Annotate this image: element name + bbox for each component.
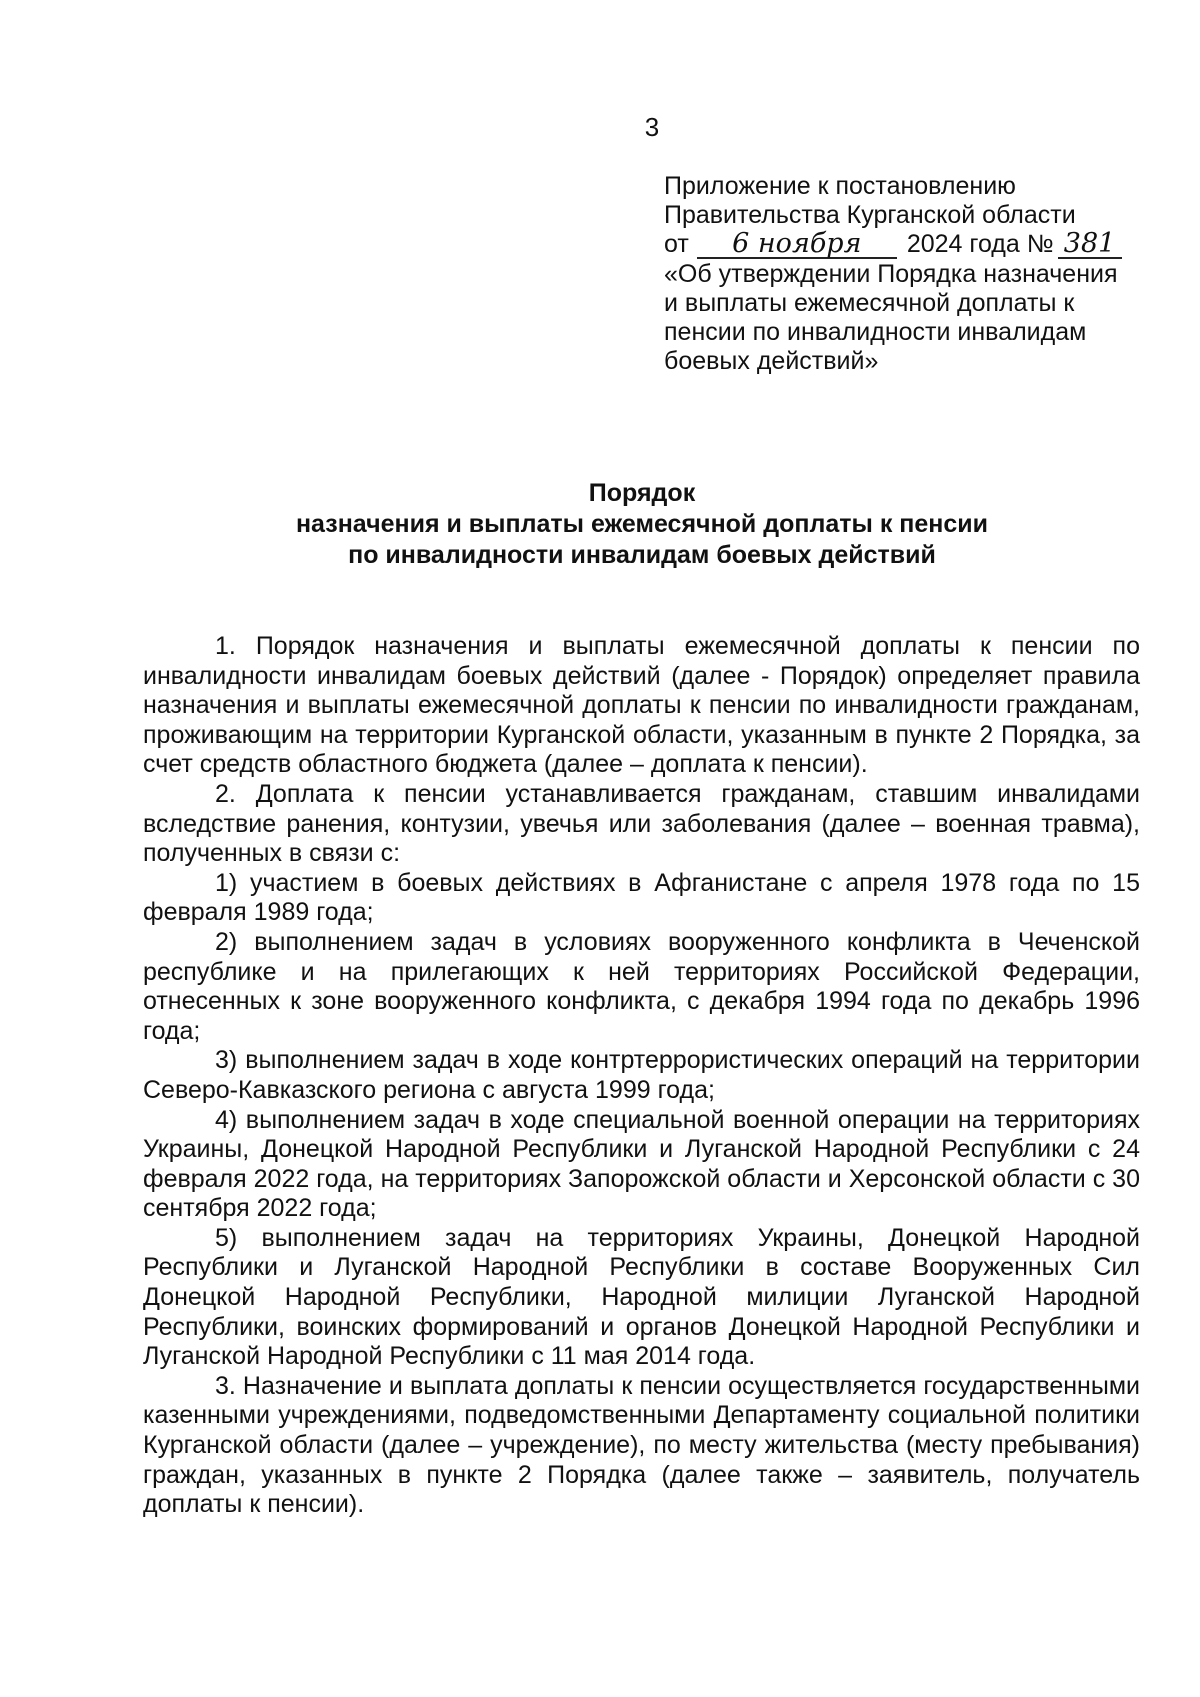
appendix-line-1: Приложение к постановлению — [664, 172, 1016, 200]
paragraph-2-item-5: 5) выполнением задач на территориях Украины, Донецкой Народной Республики и Луганской Народной Республики в составе Вооруженных Сил Донецкой Народной Республики, Народной милиции Луганской Народной Республики, воинских формирований и органов Донецкой Народной Республики и Луганской Народной Республики с 11 мая 2014 года. — [143, 1223, 1140, 1371]
title-line-2: назначения и выплаты ежемесячной доплаты к пенсии — [295, 510, 989, 538]
page-number: 3 — [644, 112, 660, 142]
appendix-line-2: Правительства Курганской области — [664, 201, 1076, 230]
paragraph-2-item-3: 3) выполнением задач в ходе контртеррористических операций на территории Северо-Кавказского региона с августа 1999 года; — [143, 1046, 1140, 1104]
appendix-line-4: «Об утверждении Порядка назначения — [664, 259, 1118, 288]
appendix-line-6: пенсии по инвалидности инвалидам — [664, 318, 1087, 347]
date-prefix: от — [664, 230, 689, 259]
paragraph-1: 1. Порядок назначения и выплаты ежемесячной доплаты к пенсии по инвалидности инвалидам боевых действий (далее - Порядок) определяет правила назначения и выплаты ежемесячной доплаты к пенсии по инвалидности гражданам, проживающим на территории Курганской области, указанным в пункте 2 Порядка, за счет средств областного бюджета (далее – доплата к пенсии). — [143, 632, 1140, 779]
title-line-1: Порядок — [588, 479, 696, 507]
document-title — [42, 478, 1200, 571]
appendix-block — [664, 172, 1164, 376]
title-line-3: по инвалидности инвалидам боевых действий — [348, 541, 936, 569]
paragraph-3: 3. Назначение и выплата доплаты к пенсии осуществляется государственными казенными учреждениями, подведомственными Департаменту социальной политики Курганской области (далее – учреждение), по месту жительства (месту пребывания) граждан, указанных в пункте 2 Порядка (далее также – заявитель, получатель доплаты к пенсии). — [143, 1371, 1140, 1519]
year-text: 2024 года № — [906, 230, 1054, 259]
paragraph-2-item-4: 4) выполнением задач в ходе специальной военной операции на территориях Украины, Донецкой Народной Республики и Луганской Народной Республики с 24 февраля 2022 года, на территориях Запорожской области и Херсонской области с 30 сентября 2022 года; — [143, 1105, 1140, 1223]
appendix-line-5: и выплаты ежемесячной доплаты к — [664, 288, 1075, 317]
paragraph-2: 2. Доплата к пенсии устанавливается гражданам, ставшим инвалидами вследствие ранения, контузии, увечья или заболевания (далее – военная травма), полученных в связи с: — [143, 779, 1140, 868]
handwritten-date: 6 ноября — [697, 231, 897, 259]
document-body — [143, 632, 1140, 1520]
paragraph-2-item-1: 1) участием в боевых действиях в Афганистане с апреля 1978 года по 15 февраля 1989 года; — [143, 868, 1140, 927]
appendix-line-7: боевых действий» — [664, 347, 879, 376]
handwritten-number: 381 — [1058, 231, 1122, 259]
paragraph-2-item-2: 2) выполнением задач в условиях вооруженного конфликта в Чеченской республике и на прилегающих к ней территориях Российской Федерации, отнесенных к зоне вооруженного конфликта, с декабря 1994 года по декабрь 1996 года; — [143, 927, 1140, 1045]
appendix-date-line — [664, 230, 1164, 259]
